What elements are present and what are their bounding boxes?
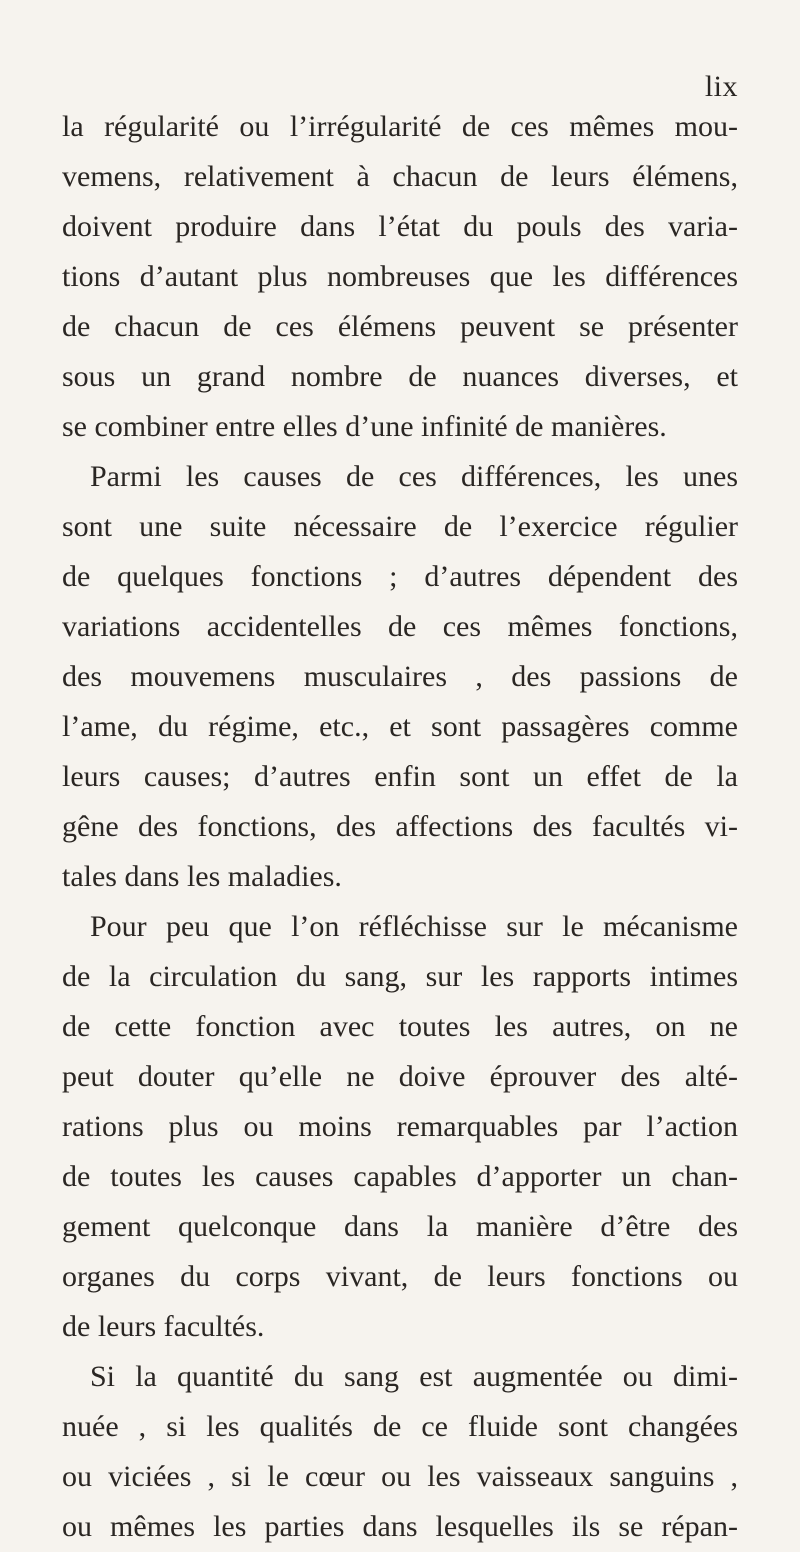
text-line: de quelques fonctions ; d’autres dépendent des [62,560,738,593]
text-line: vemens, relativement à chacun de leurs élémens, [62,160,738,193]
text-line: variations accidentelles de ces mêmes fonctions, [62,610,738,643]
paragraph-end-line: de leurs facultés. [62,1310,265,1343]
text-line: des mouvemens musculaires , des passions de [62,660,738,693]
text-line: gement quelconque dans la manière d’être des [62,1210,738,1243]
text-line: de la circulation du sang, sur les rapports intimes [62,960,738,993]
text-line: l’ame, du régime, etc., et sont passagères comme [62,710,738,743]
text-line: sous un grand nombre de nuances diverses, et [62,360,738,393]
text-line: ou viciées , si le cœur ou les vaisseaux sanguins , [62,1460,738,1493]
text-line: doivent produire dans l’état du pouls des varia- [62,210,738,243]
paragraph-start-line: Si la quantité du sang est augmentée ou dimi- [90,1360,738,1393]
text-line: sont une suite nécessaire de l’exercice régulier [62,510,738,543]
text-line: organes du corps vivant, de leurs fonctions ou [62,1260,738,1293]
text-line: rations plus ou moins remarquables par l’action [62,1110,738,1143]
text-line: de chacun de ces élémens peuvent se présenter [62,310,738,343]
text-line: nuée , si les qualités de ce fluide sont changées [62,1410,738,1443]
paragraph-end-line: se combiner entre elles d’une infinité de manières. [62,410,667,443]
paragraph-start-line: Parmi les causes de ces différences, les unes [90,460,738,493]
paragraph-end-line: tales dans les maladies. [62,860,342,893]
text-line: la régularité ou l’irrégularité de ces mêmes mou- [62,110,738,143]
text-line: de cette fonction avec toutes les autres, on ne [62,1010,738,1043]
page-number: lix [704,70,738,103]
body-text [62,102,738,1552]
paragraph-start-line: Pour peu que l’on réfléchisse sur le mécanisme [90,910,738,943]
text-line: tions d’autant plus nombreuses que les différences [62,260,738,293]
text-line: gêne des fonctions, des affections des facultés vi- [62,810,738,843]
text-line: ou mêmes les parties dans lesquelles ils se répan- [62,1510,738,1543]
text-line: leurs causes; d’autres enfin sont un effet de la [62,760,738,793]
text-line: peut douter qu’elle ne doive éprouver des alté- [62,1060,738,1093]
text-line: de toutes les causes capables d’apporter un chan- [62,1160,738,1193]
